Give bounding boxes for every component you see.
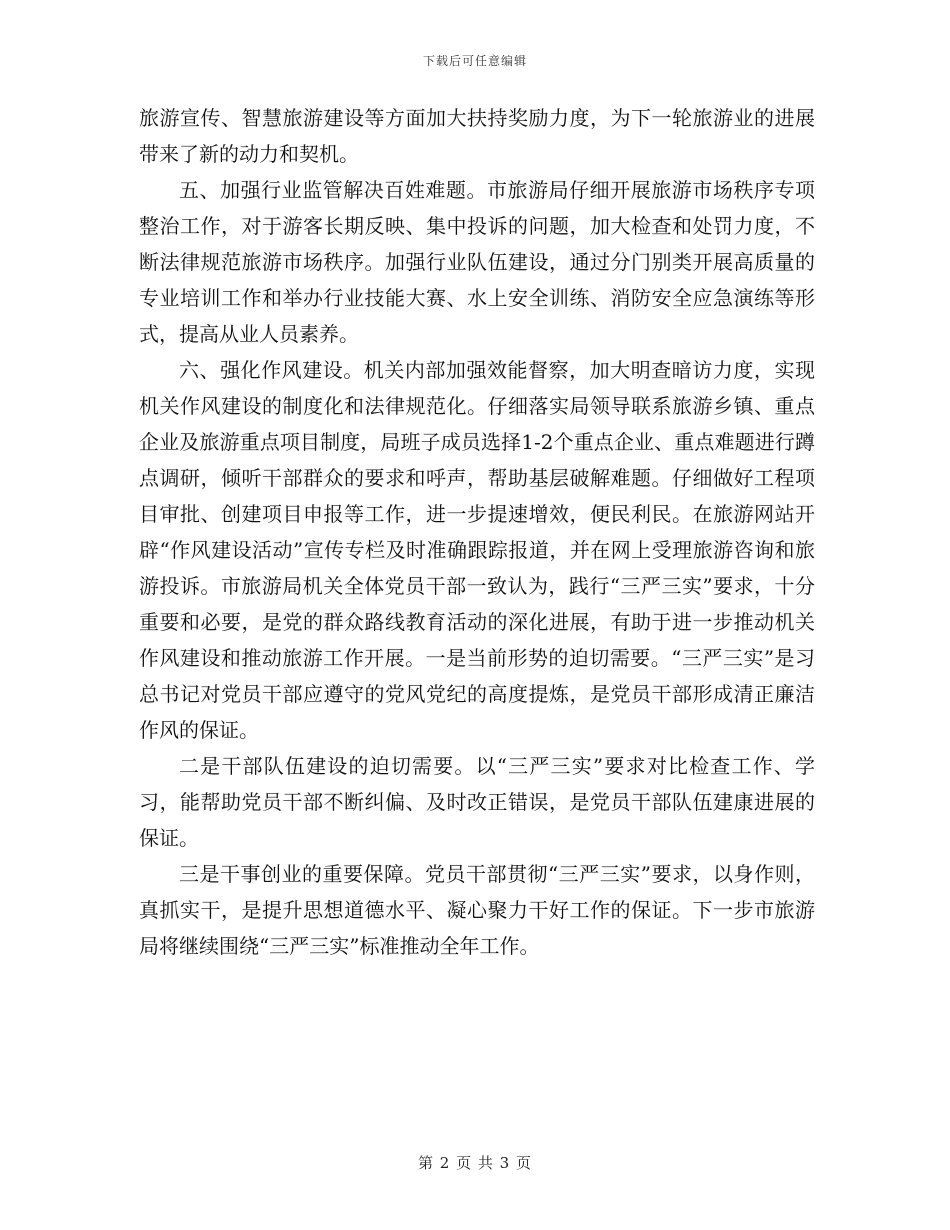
page-number-footer: 第 2 页 共 3 页 [418,1154,532,1172]
paragraph-point-three: 三是干事创业的重要保障。党员干部贯彻“三严三实”要求，以身作则，真抓实干，是提升思想道德水平、凝心聚力干好工作的保证。下一步市旅游局将继续围绕“三严三实”标准推动全年工作。 [139,862,815,958]
paragraph-section-six: 六、强化作风建设。机关内部加强效能督察，加大明查暗访力度，实现机关作风建设的制度化和法律规范化。仔细落实局领导联系旅游乡镇、重点企业及旅游重点项目制度，局班子成员选择1-2个重点企业、重点难题进行蹲点调研，倾听干部群众的要求和呼声，帮助基层破解难题。仔细做好工程项目审批、创建项目申报等工作，进一步提速增效，便民利民。在旅游网站开辟“作风建设活动”宣传专栏及时准确跟踪报道，并在网上受理旅游咨询和旅游投诉。市旅游局机关全体党员干部一致认为，践行“三严三实”要求，十分重要和必要，是党的群众路线教育活动的深化进展，有助于进一步推动机关作风建设和推动旅游工作开展。一是当前形势的迫切需要。“三严三实”是习总书记对党员干部应遵守的党风党纪的高度提炼，是党员干部形成清正廉洁作风的保证。 [139,358,815,742]
document-body [139,100,815,964]
paragraph-section-five: 五、加强行业监管解决百姓难题。市旅游局仔细开展旅游市场秩序专项整治工作，对于游客长期反映、集中投诉的问题，加大检查和处罚力度，不断法律规范旅游市场秩序。加强行业队伍建设，通过分门别类开展高质量的专业培训工作和举办行业技能大赛、水上安全训练、消防安全应急演练等形式，提高从业人员素养。 [139,178,815,346]
paragraph-continuation: 旅游宣传、智慧旅游建设等方面加大扶持奖励力度，为下一轮旅游业的进展带来了新的动力和契机。 [139,106,815,166]
page-header: 下载后可任意编辑 [422,54,527,68]
paragraph-point-two: 二是干部队伍建设的迫切需要。以“三严三实”要求对比检查工作、学习，能帮助党员干部不断纠偏、及时改正错误，是党员干部队伍建康进展的保证。 [139,754,815,850]
